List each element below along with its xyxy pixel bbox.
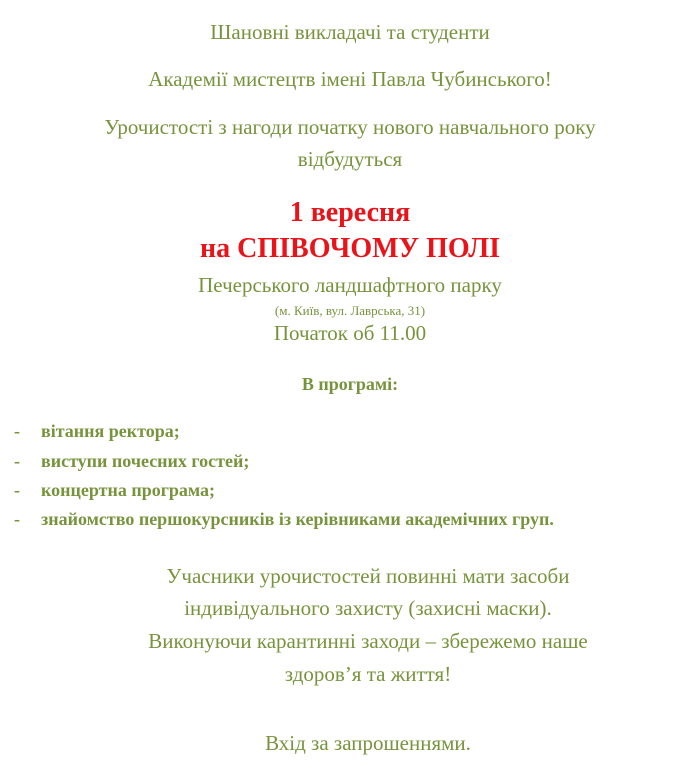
bullet-dash: -	[14, 451, 20, 471]
bullet-dash: -	[14, 509, 20, 529]
bullet-dash: -	[14, 421, 20, 441]
list-item-text: вітання ректора;	[41, 421, 180, 441]
park-name: Печерського ландшафтного парку	[198, 273, 502, 297]
notice-line-4: здоров’я та життя!	[284, 662, 452, 686]
notice-line-3: Виконуючи карантинні заходи – збережемо наше	[148, 629, 588, 653]
start-time: Початок об 11.00	[273, 321, 427, 345]
intro-line-1: Урочистості з нагоди початку нового навчального року	[104, 115, 596, 139]
address: (м. Київ, вул. Лаврська, 31)	[274, 303, 426, 318]
event-date: 1 вересня	[289, 197, 411, 228]
bullet-dash: -	[14, 480, 20, 500]
list-item-text: виступи почесних гостей;	[41, 451, 250, 471]
program-heading: В програмі:	[301, 374, 399, 394]
entry-note: Вхід за запрошеннями.	[265, 731, 471, 755]
intro-line-2: відбудуться	[297, 147, 403, 171]
greeting-line-1: Шановні викладачі та студенти	[210, 20, 490, 44]
list-item-text: знайомство першокурсників із керівниками академічних груп.	[41, 509, 554, 529]
list-item-text: концертна програма;	[41, 480, 216, 500]
greeting-line-2: Академії мистецтв імені Павла Чубинського!	[148, 67, 552, 91]
event-venue: на СПІВОЧОМУ ПОЛІ	[199, 233, 500, 264]
notice-line-1: Учасники урочистостей повинні мати засоби	[166, 564, 570, 588]
notice-line-2: індивідуального захисту (захисні маски).	[184, 596, 552, 620]
